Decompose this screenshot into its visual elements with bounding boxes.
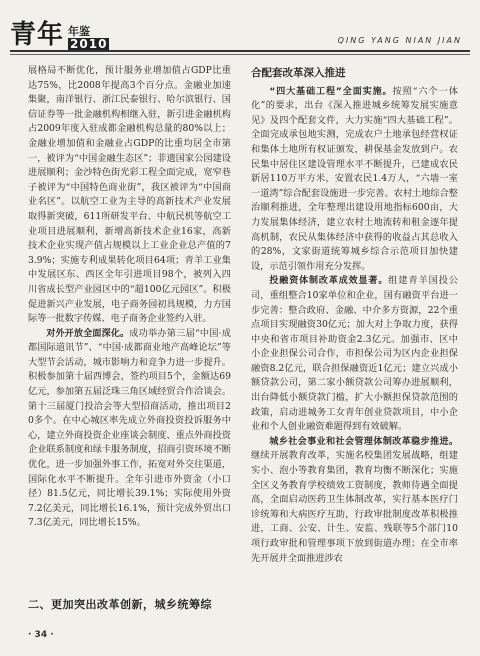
logo-yearbook: 年鉴: [68, 25, 91, 38]
logo-year: 2010: [70, 37, 108, 51]
right-column: [251, 64, 458, 566]
header-rule-thin: [10, 54, 470, 55]
logo-side: [68, 26, 109, 50]
logo-text: 青年: [10, 20, 65, 50]
right-paragraph-1-body: 按照“六个一体化”的要求，出台《深入推进城乡统筹发展实施意见》及四个配套文件，大力实施“四大基础工程”。全面完成承包地实测，完成农户土地承包经营权证和集体土地所有权证颁发，耕保基金发放到户。农民集中居住区建设管理水平不断提升，已建成农民新居110万平方米，安置农民1.4万人，“六墙一室一道湾”综合配套设施进一步完善。农村土地综合整治顺利推进，全年整理出建设用地指标600亩，大力发展集体经济，建立农村土地流转和租金逐年提高机制，农民从集体经济中获得的收益占其总收入的28%，文家街道统筹城乡综合示范项目加快建设，示范引领作用充分发挥。: [251, 85, 458, 272]
page-header: [0, 0, 480, 52]
left-paragraph-1: 展格局不断优化，预计服务业增加值占GDP比重达75%，比2008年提高3个百分点。金融业加速集聚，南洋银行、浙江民泰银行、哈尔滨银行、国信证券等一批金融机构相继入驻，新引进金融机构占2009年度入驻成都金融机构总量的80%以上；金融业增加值和金融业占GDP的比重均居全市第一，被评为“中国金融生态区”；非遗国家公园建设进展顺利；金沙特色街光彩工程全面完成，宽窄巷子被评为“中国特色商业街”，我区被评为“中国商业名区”。以航空工业为主导的高新技术产业发展取得新突破，611所研发平台、中航民机等航空工业项目进展顺利，新增高新技术企业16家，高新技术企业实现产值占规模以上工业企业总产值的73.9%；实施专利成果转化项目64项；青羊工业集中发展区东、西区全年引进项目98个，被列入四川省成长型产业园区中的“超100亿元园区”。积极促进新兴产业发展，电子商务园初具规模，力方国际等一批数字传媒、电子商务企业签约入驻。: [28, 65, 231, 325]
header-rule: [10, 50, 470, 52]
right-paragraph-2: [251, 274, 458, 435]
left-paragraph-2-body: 成功举办第三届“中国·成都国际道讯节”、“中国·成都商业地产高峰论坛”等大型节会活动，城市影响力和竞争力进一步提升。积极参加第十届西博会，签约项目5个，金额达69亿元，参加第五届泛珠三角区域经贸合作洽谈会。第十三届厦门投洽会等大型招商活动，推出项目20多个。在中心城区率先成立外商投资投诉服务中心，建立外商投资企业座谈会制度、重点外商投资企业联系制度和绿卡服务制度，招商引资环境不断优化，进一步加强外事工作，拓宽对外交往渠道，国际化水平不断提升。全年引进市外资金（小口径）81.5亿元，同比增长39.1%；实际使用外资7.2亿美元，同比增长16.1%，预计完成外贸出口7.3亿美元，同比增长15%。: [28, 327, 231, 529]
right-paragraph-2-title: 投融资体制改革成效显著。: [269, 276, 389, 287]
page-number: · 34 ·: [28, 630, 54, 640]
right-paragraph-3-title: 城乡社会事业和社会管理体制改革稳步推进。: [269, 436, 458, 447]
yearbook-logo: [10, 10, 109, 50]
left-paragraph-2-title: 对外开放全面深化。: [46, 328, 130, 339]
left-column: [28, 64, 231, 531]
section-heading-2: 二、更加突出改革创新，城乡统筹综: [28, 598, 212, 611]
right-paragraph-1-title: “四大基础工程”全面实施。: [269, 86, 393, 97]
header-pinyin: QING YANG NIAN JIAN: [337, 36, 462, 45]
right-paragraph-2-body: 组建青羊国投公司，重组整合10家单位和企业，国有融资平台进一步完善：整合政府、金融、中介多方资源，22个重点项目实现融资30亿元；加大对上争取力度，获得中央和省市项目补助资金2.3亿元。加强市、区中小企业担保公司合作，市担保公司为区内企业担保融资8.2亿元，联合担保融资近1亿元；建立兴成小额贷款公司，第二家小额贷款公司筹办进展顺利，出台降低小额贷款门槛，扩大小额担保贷款范围的政策，启动进城务工女青年创业贷款项目，中小企业和个人创业融资难题得到有效破解。: [251, 275, 458, 433]
right-paragraph-3: [251, 435, 458, 566]
right-section-title: 合配套改革深入推进: [251, 67, 346, 79]
right-paragraph-3-body: 继续开展教育改革，实施名校集团发展战略，组建实小、泡小等教育集团，教育均衡不断深化；实施全区义务教育学校绩效工资制度，教师待遇全面提高，全面启动医药卫生体制改革，实行基本医疗门诊统筹和大病医疗互助，行政审批制度改革积极推进，工商、公安、计生、安监、残联等5个部门10项行政审批和管理事项下放到街道办理；在全市率先开展并全面推进涉农: [251, 450, 458, 564]
right-paragraph-1: [251, 85, 458, 275]
left-paragraph-2: [28, 327, 231, 531]
